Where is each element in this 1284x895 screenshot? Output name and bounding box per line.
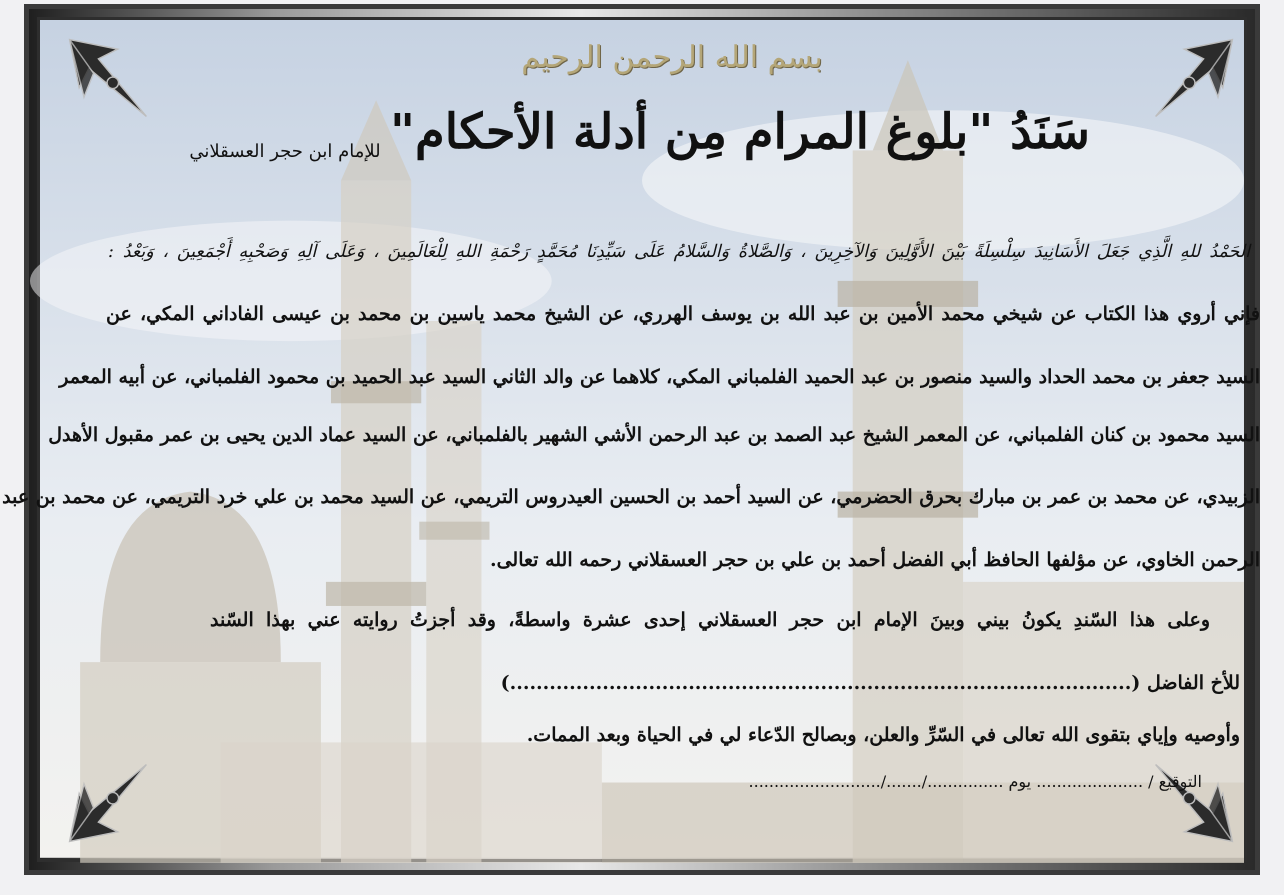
license-statement: وعلى هذا السّندِ يكونُ بيني وبينَ الإمام ابن حجر العسقلاني إحدى عشرة واسطةً، وقد أجزتُ روايته عني بهذا السّند [210, 609, 1210, 631]
chain-line-2: السيد جعفر بن محمد الحداد والسيد منصور بن عبد الحميد الفلمباني المكي، كلاهما عن والد الثاني السيد عبد الحميد بن محمود الفلمباني، عن أبيه المعمر [59, 366, 1260, 388]
page-subtitle: للإمام ابن حجر العسقلاني [189, 141, 381, 162]
closing-advice: وأوصيه وإياي بتقوى الله تعالى في السّرِّ والعلن، وبصالح الدّعاء لي في الحياة وبعد الممات. [526, 724, 1240, 746]
chain-line-1: فإني أروي هذا الكتاب عن شيخي محمد الأمين بن عبد الله بن يوسف الهرري، عن الشيخ محمد ياسين بن محمد بن عيسى الفاداني المكي، عن [106, 303, 1260, 325]
certificate-page [2, 17, 1260, 862]
basmala-calligraphy: بسم الله الرحمن الرحيم [521, 40, 823, 75]
chain-line-4: الزبيدي، عن محمد بن عمر بن مبارك بحرق الحضرمي، عن السيد أحمد بن الحسين العيدروس التريمي، عن السيد محمد بن علي خرد التريمي، عن محمد بن عبد [2, 486, 1260, 508]
chain-line-3: السيد محمود بن كنان الفلمباني، عن المعمر الشيخ عبد الصمد بن عبد الرحمن الأشي الشهير بالفلمباني، عن السيد عماد الدين يحيى بن عمر مقبول الأهدل [48, 424, 1260, 446]
intro-text: الحَمْدُ للهِ الَّذِي جَعَلَ الأَسَانِيدَ سِلْسِلَةً بَيْنَ الأَوَّلِينَ وَالآخِرِينَ ، وَالصَّلاةُ وَالسَّلامُ عَلَى سَيِّدِنَا مُحَمَّدٍ رَحْمَةِ اللهِ لِلْعَالَمِينَ ، وَعَلَى آلِهِ وَصَحْبِهِ أَجْمَعِينَ ، وَبَعْدُ : [108, 242, 1250, 262]
page-title: سَنَدُ "بلوغ المرام مِن أدلة الأحكام" [390, 104, 1090, 160]
fleur-de-lis-icon [60, 755, 156, 851]
chain-line-5: الرحمن الخاوي، عن مؤلفها الحافظ أبي الفضل أحمد بن علي بن حجر العسقلاني رحمه الله تعالى. [489, 549, 1260, 571]
signature-date-line: التوقيع / ..................... يوم .............../......./.......................... [748, 772, 1202, 791]
fleur-de-lis-icon [1146, 30, 1242, 126]
fleur-de-lis-icon [60, 30, 156, 126]
recipient-name-line: للأخ الفاضل (..............................................................................................) [500, 672, 1240, 694]
fleur-de-lis-icon [1146, 755, 1242, 851]
certificate-content [2, 20, 1260, 859]
certificate-frame [2, 4, 1260, 875]
